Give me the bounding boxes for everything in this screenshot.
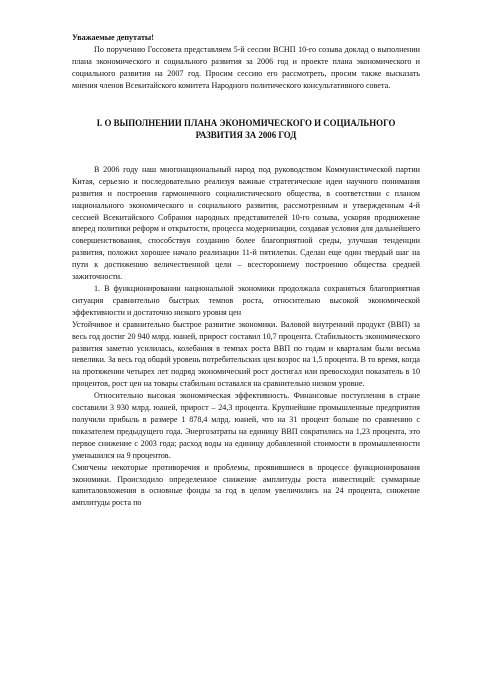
- body-paragraph: В 2006 году наш многонациональный народ под руководством Коммунистической партии Китая, серьезно и последовательно реализуя важные стратегические идеи научного понимания развития и построения гармоничного социалистического общества, в соответствии с планом национального экономического и социального развития, рассмотренным и утвержденным 4-й сессией Всекитайского Собрания народных представителей 10-го созыва, ускоряя продвижение вперед политики реформ и открытости, процесса модернизации, создавая условия для дальнейшего совершенствования, способствуя созданию более благоприятной среды, улучшая тенденции развития, положил хорошее начало реализации 11-й пятилетки. Сделан еще один твердый шаг на пути к достижению величественной цели – всестороннему построению общества средней зажиточности.: [72, 164, 420, 282]
- intro-paragraph: По поручению Госсовета представляем 5-й сессии ВСНП 10-го созыва доклад о выполнении плана экономического и социального развития за 2006 год и проекте плана экономического и социального развития на 2007 год. Просим сессию его рассмотреть, просим также высказать мнения членов Всекитайского комитета Народного политического консультативного совета.: [72, 44, 420, 90]
- body-paragraph: Смягчены некоторые противоречия и проблемы, проявившиеся в процессе функционирования экономики. Происходило определенное снижение амплитуды роста инвестиций: суммарные капиталовложения в основные фонды за год в целом увеличились на 24 процента, снижение амплитуды роста по: [72, 462, 420, 508]
- body-paragraph: 1. В функционировании национальной экономики продолжала сохраняться благоприятная ситуация сравнительно быстрых темпов роста, относительно высокой экономической эффективности и достаточно низкого уровня цен: [72, 284, 420, 317]
- greeting: Уважаемые депутаты!: [72, 33, 154, 42]
- section-title: I. О ВЫПОЛНЕНИИ ПЛАНА ЭКОНОМИЧЕСКОГО И СОЦИАЛЬНОГО РАЗВИТИЯ ЗА 2006 ГОД: [96, 117, 396, 140]
- document-page: [72, 32, 420, 509]
- body-paragraph: Относительно высокая экономическая эффективность. Финансовые поступления в стране составили 3 930 млрд. юаней, прирост – 24,3 процента. Крупнейшие промышленные предприятия получили прибыль в размере 1 878,4 млрд. юаней, что на 31 процент больше по сравнению с показателем предыдущего года. Энергозатраты на единицу ВВП сократились на 1,23 процента, это первое снижение с 2003 года; расход воды на единицу добавленной стоимости в промышленности уменьшился на 9 процентов.: [72, 391, 420, 460]
- body-paragraph: Устойчивое и сравнительно быстрое развитие экономики. Валовой внутренний продукт (ВВП) за весь год достиг 20 940 млрд. юаней, прирост составил 10,7 процента. Стабильность экономического развития заметно усилилась, колебания в темпах роста ВВП по годам и кварталам были весьма невелики. За весь год общий уровень потребительских цен возрос на 1,5 процента. В то время, когда на протяжении четырех лет подряд экономический рост достигал или превосходил показатель в 10 процентов, рост цен на товары стабильно оставался на сравнительно низком уровне.: [72, 319, 420, 389]
